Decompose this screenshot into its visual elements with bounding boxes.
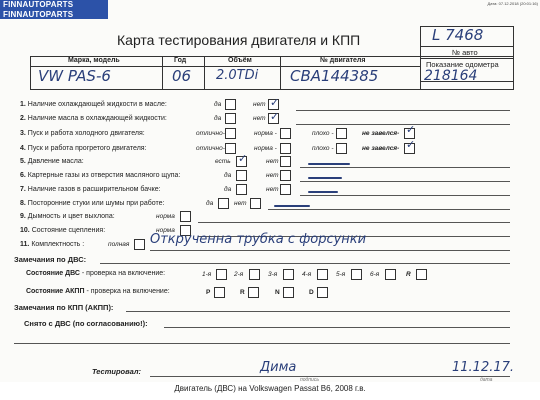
item-3-normal-checkbox[interactable] <box>280 128 291 139</box>
akpp-reverse-checkbox[interactable] <box>248 287 259 298</box>
item-4-excellent-checkbox[interactable] <box>225 143 236 154</box>
item-4-normal-checkbox[interactable] <box>280 143 291 154</box>
item-1: 1. Наличие охлаждающей жидкости в масле: <box>20 101 167 108</box>
item-11-complete-checkbox[interactable] <box>134 239 145 250</box>
item-4-bad-checkbox[interactable] <box>336 143 347 154</box>
item-5: 5. Давление масла: <box>20 158 84 165</box>
check-mark-icon: ✓ <box>270 96 280 109</box>
item-6: 6. Картерные газы из отверстия масляного щупа: <box>20 172 181 179</box>
item-9: 9. Дымность и цвет выхлопа: <box>20 213 115 220</box>
item-7-yes-checkbox[interactable] <box>236 184 247 195</box>
gear-2-checkbox[interactable] <box>249 269 260 280</box>
item-8: 8. Посторонние стуки или шумы при работе: <box>20 200 165 207</box>
engine-number-value: CBA144385 <box>290 67 379 85</box>
vehicle-number-value: L 7468 <box>432 26 484 44</box>
akpp-drive-checkbox[interactable] <box>317 287 328 298</box>
akpp-park-checkbox[interactable] <box>214 287 225 298</box>
item-10: 10. Состояние сцепления: <box>20 227 106 234</box>
item-3: 3. Пуск и работа холодного двигателя: <box>20 130 145 137</box>
tester-signature: Дима <box>260 360 297 375</box>
year-value: 06 <box>172 67 192 85</box>
item-5-absent-checkbox[interactable] <box>280 156 291 167</box>
test-card-sheet: FINNAUTOPARTS FINNAUTOPARTS Дата: 07.12.2018 (20:01:16) Карта тестирования двигателя и КПП L 7468 № авто Показание одометра Марка, модель Год Объём № двигателя VW PAS-6 06 2.0TDi CBA144385 218164 1. Наличие охлаждающей жидкости в масле: да нет ✓ 2. Наличие масла в охлаждающей жидкости: да нет ✓ 3. Пуск и работа холодного двигателя: отлично- норма - плохо - не завелся- ✓ 4. Пуск и работа прогретого двигателя: отлично- норма - плохо - не завелся- ✓ 5. Давление масла: есть ✓ нет 6. Картерные газы из отверстия масляного щупа: да нет 7. Наличие газов в расширительном бачке: да нет 8. Посторонние стуки или шумы при работе: да нет 9. Дымность и цвет выхлопа: норма 10. Состояние сцепления: норма 11. Комплектность : полная Открученна трубка с форсунки Замечания по ДВС: Состояние ДВС - проверка на включение: 1-я 2-я 3-я 4-я 5-я 6-я R Состояние АКПП - проверка на включение: P R N D Замечания по КПП (АКПП): Снято с ДВС (по согласованию!): Тестировал: Дима 11.12.17. подпись дата <box>0 0 540 382</box>
year-label: Год <box>174 57 187 64</box>
check-mark-icon: ✓ <box>406 123 416 136</box>
make-value: VW PAS-6 <box>38 67 111 85</box>
gear-3-checkbox[interactable] <box>283 269 294 280</box>
check-mark-icon: ✓ <box>270 110 280 123</box>
gear-1-checkbox[interactable] <box>216 269 227 280</box>
finnautoparts-logo: FINNAUTOPARTS FINNAUTOPARTS <box>0 0 108 19</box>
item-8-yes-checkbox[interactable] <box>218 198 229 209</box>
item-8-no-checkbox[interactable] <box>250 198 261 209</box>
item-1-yes-checkbox[interactable] <box>225 99 236 110</box>
akpp-neutral-checkbox[interactable] <box>283 287 294 298</box>
item-9-normal-checkbox[interactable] <box>180 211 191 222</box>
gear-4-checkbox[interactable] <box>317 269 328 280</box>
gear-reverse-checkbox[interactable] <box>416 269 427 280</box>
test-date: 11.12.17. <box>452 360 515 375</box>
gear-5-checkbox[interactable] <box>351 269 362 280</box>
item-3-excellent-checkbox[interactable] <box>225 128 236 139</box>
akpp-state-row: Состояние АКПП - проверка на включение: <box>26 288 170 295</box>
removed-parts-label: Снято с ДВС (по согласованию!): <box>24 319 148 328</box>
vehicle-number-label: № авто <box>452 48 478 57</box>
engine-number-label: № двигателя <box>320 57 366 64</box>
odometer-value: 218164 <box>424 68 478 84</box>
engine-remarks-label: Замечания по ДВС: <box>14 255 87 264</box>
gear-6-checkbox[interactable] <box>385 269 396 280</box>
check-mark-icon: ✓ <box>238 152 248 165</box>
item-4: 4. Пуск и работа прогретого двигателя: <box>20 145 147 152</box>
volume-value: 2.0TDi <box>216 68 259 83</box>
item-6-yes-checkbox[interactable] <box>236 170 247 181</box>
photo-caption: Двигатель (ДВС) на Volkswagen Passat B6, 2008 г.в. <box>174 384 366 393</box>
odometer-label: Показание одометра <box>426 60 499 69</box>
completeness-note: Открученна трубка с форсунки <box>150 232 367 247</box>
item-11: 11. Комплектность : <box>20 241 85 248</box>
check-mark-icon: ✓ <box>406 138 416 151</box>
item-2-yes-checkbox[interactable] <box>225 113 236 124</box>
card-title: Карта тестирования двигателя и КПП <box>117 32 361 48</box>
volume-label: Объём <box>228 57 252 64</box>
tested-by-label: Тестировал: <box>92 367 141 376</box>
date-stamp: Дата: 07.12.2018 (20:01:16) <box>487 1 538 6</box>
engine-state-row: Состояние ДВС - проверка на включение: <box>26 270 166 277</box>
item-3-bad-checkbox[interactable] <box>336 128 347 139</box>
make-label: Марка, модель <box>68 57 120 64</box>
gearbox-remarks-label: Замечания по КПП (АКПП): <box>14 303 114 312</box>
item-6-no-checkbox[interactable] <box>280 170 291 181</box>
item-2: 2. Наличие масла в охлаждающей жидкости: <box>20 115 167 122</box>
item-7-no-checkbox[interactable] <box>280 184 291 195</box>
item-7: 7. Наличие газов в расширительном бачке: <box>20 186 161 193</box>
